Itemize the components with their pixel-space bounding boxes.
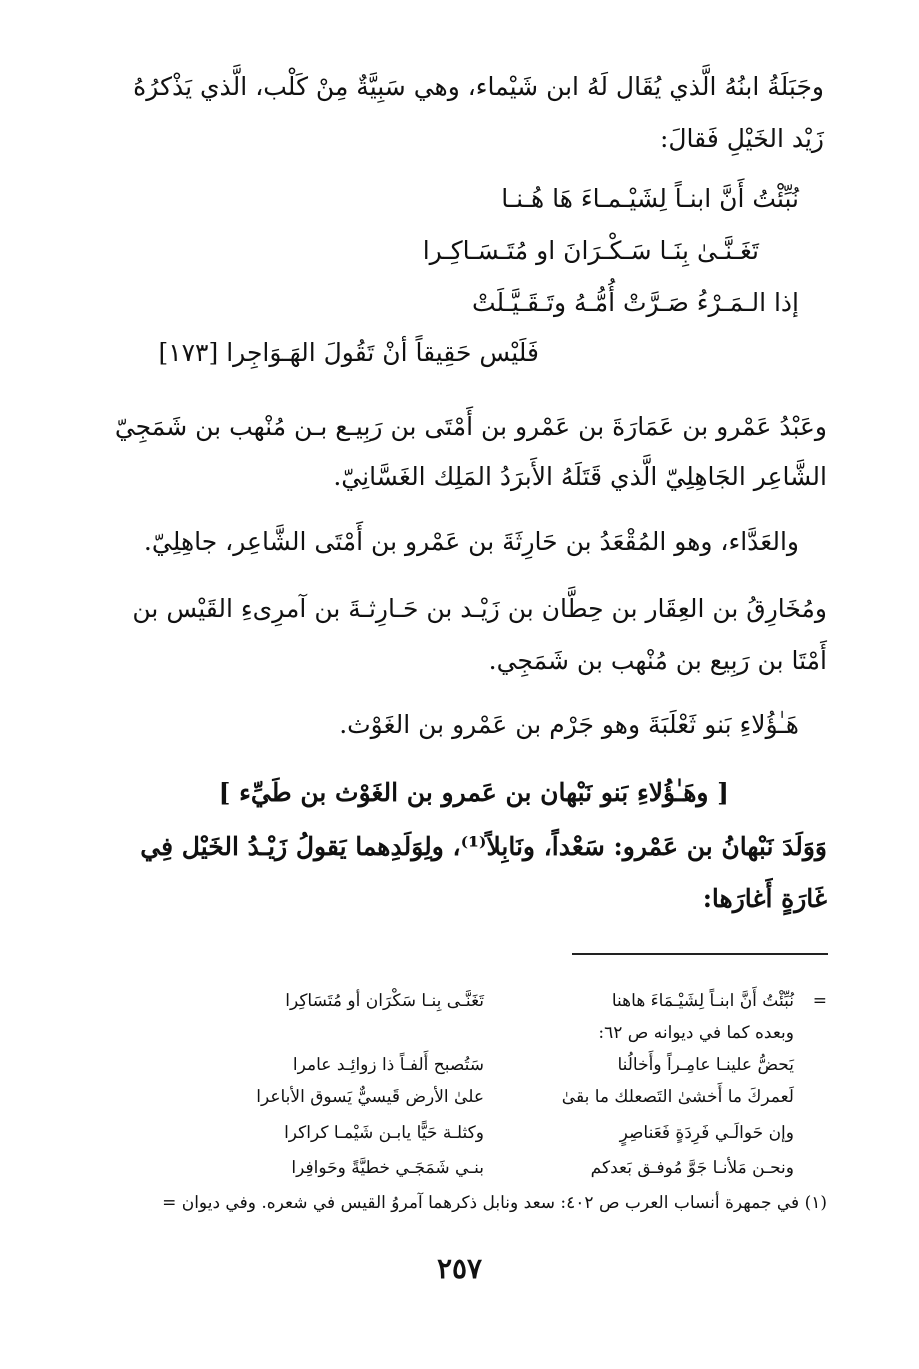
footnote-verse-1b: تَغَنَّـى بِنـا سَكْرَان أو مُتَسَاكِرا bbox=[285, 991, 484, 1011]
footnote-verse-5b: بنـي شَمَجَـي خطيَّةً وحَوافِرا bbox=[291, 1158, 484, 1178]
verse-3: إذا الـمَـرْءُ صَـرَّتْ أُمُّـهُ وتَـقَـيَّـلَتْ bbox=[472, 288, 799, 317]
paragraph-1-line-1: وجَبَلَةُ ابنُهُ الَّذي يُقَال لَهُ ابن شَيْماء، وهي سَبِيَّةٌ مِنْ كَلْب، الَّذي يَذْكرُهُ bbox=[133, 72, 824, 101]
paragraph-4-line-1: ومُخَارِقُ بن العِقَار بن حِطَّان بن زَيْـد بن حَـارِثـةَ بن آمرِىءِ القَيْس بن bbox=[132, 594, 827, 623]
footnote-note-line: وبعده كما في ديوانه ص ٦٢: bbox=[598, 1023, 794, 1043]
footnote-verse-4b: وكثلـة حَيًّا يابـن شَيْمـا كراكرا bbox=[284, 1123, 484, 1143]
paragraph-4-line-2: أَمْتَا بن رَبِيع بن مُنْهب بن شَمَجِي. bbox=[488, 646, 827, 675]
footnote-separator bbox=[572, 953, 828, 955]
footnote-1: (١) في جمهرة أنساب العرب ص ٤٠٢: سعد ونابل ذكرهما آمروُ القيس في شعره. وفي ديوان = bbox=[162, 1193, 827, 1213]
verse-2: تَغَـنَّـىٰ بِنَـا سَـكْـرَانَ او مُتَـسَـاكِـرا bbox=[422, 236, 759, 265]
footnote-verse-2b: سَتُصبح أَلفـاً ذا زوائِـد عامرا bbox=[292, 1055, 484, 1075]
paragraph-1-line-2: زَيْد الخَيْلِ فَقالَ: bbox=[659, 124, 824, 153]
section-heading: [ وهَـٰؤُلاءِ بَنو نَبْهان بن عَمرو بن الغَوْث بن طَيِّء ] bbox=[218, 778, 729, 807]
footnote-continuation-mark: = bbox=[812, 991, 827, 1011]
paragraph-6-line-1: وَوَلَدَ نَبْهانُ بن عَمْرو: سَعْداً، ونَابِلاً⁽¹⁾، ولِوَلَدِهما يَقولُ زَيْـدُ الخَيْل فِي bbox=[140, 832, 827, 861]
page-number: ٢٥٧ bbox=[436, 1252, 483, 1285]
footnote-verse-1a: نُبِّئْتُ أَنَّ ابنـاً لِشَيْـمَاءَ هاهنا bbox=[611, 991, 794, 1011]
footnote-verse-5a: ونحـن مَلأنـا جَوَّ مُوفـق بَعدكم bbox=[590, 1158, 794, 1178]
footnote-verse-3a: لَعمركَ ما أَخشىٰ التَصعلك ما بقىٰ bbox=[561, 1087, 794, 1107]
verse-1: نُبِّئْتُ أَنَّ ابنـاً لِشَيْـمـاءَ هَا هُـنـا bbox=[501, 184, 799, 213]
paragraph-5: هَـٰؤُلاءِ بَنو ثَعْلَبَةَ وهو جَرْم بن عَمْرو بن الغَوْث. bbox=[339, 710, 799, 739]
paragraph-6-line-2: غَارَةٍ أَغارَها: bbox=[702, 884, 827, 913]
footnote-verse-3b: علىٰ الأرض قَيسيٌّ يَسوق الأباعرا bbox=[256, 1087, 484, 1107]
footnote-verse-2a: يَحضُّ علينـا عامِـراً وأَخالُنا bbox=[617, 1055, 794, 1075]
verse-4: فَلَيْس حَقِيقاً أنْ تَقُولَ الهَـوَاجِرا [١٧٣] bbox=[158, 338, 539, 367]
paragraph-2-line-2: الشَّاعِر الجَاهِلِيّ الَّذي قَتَلَهُ الأَبرَدُ المَلِك الغَسَّانِيّ. bbox=[333, 462, 827, 491]
paragraph-2-line-1: وعَبْدُ عَمْرو بن عَمَارَةَ بن عَمْرو بن أَمْتَى بن رَبِيـع بـن مُنْهب بن شَمَجِيّ bbox=[114, 412, 827, 441]
paragraph-3: والعَدَّاء، وهو المُقْعَدُ بن حَارِثَةَ بن عَمْرو بن أَمْتَى الشَّاعِر، جاهِلِيّ. bbox=[143, 527, 799, 556]
footnote-verse-4a: وإن حَوالَـي فَرِدَةٍ فَعَناصِرٍ bbox=[619, 1123, 794, 1143]
